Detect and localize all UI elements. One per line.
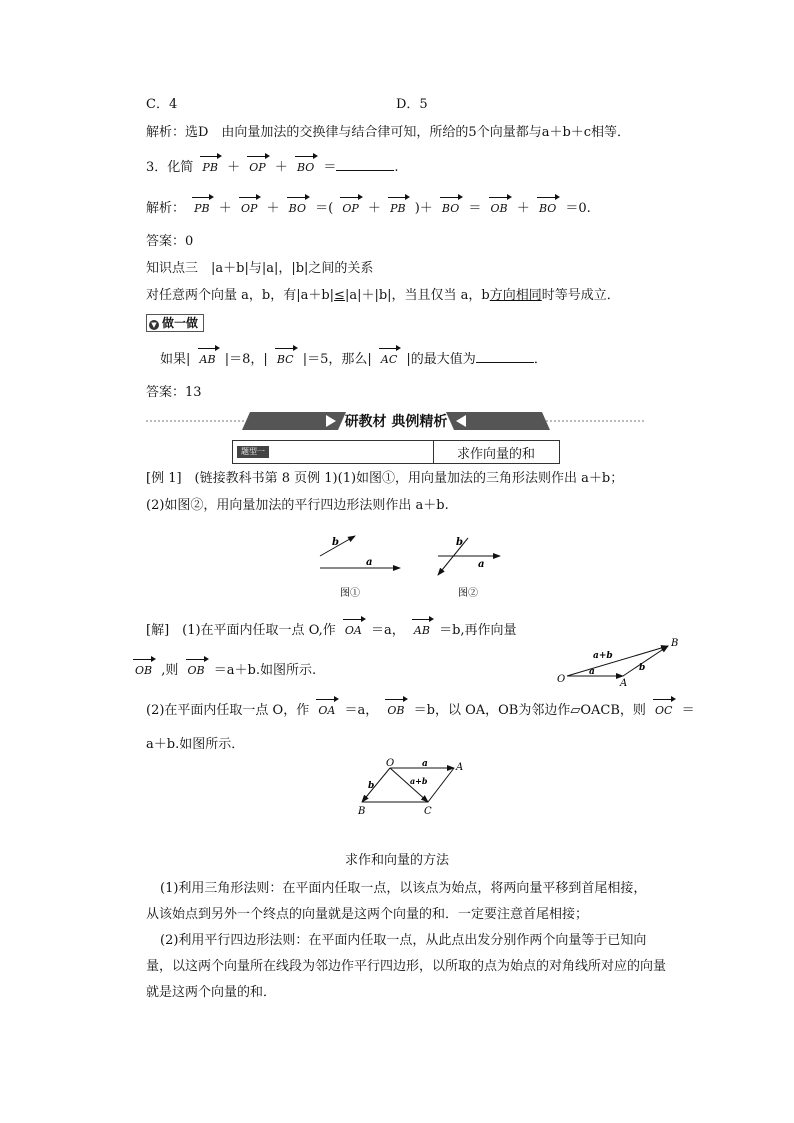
point-b: B bbox=[671, 638, 679, 649]
do-it-tag bbox=[146, 314, 204, 333]
topic-box bbox=[232, 440, 560, 464]
solution-2-line1 bbox=[146, 702, 695, 720]
vector-pb: PB bbox=[388, 200, 408, 218]
sol3-eq-a: ＝a， bbox=[344, 703, 379, 718]
equals: ＝ bbox=[468, 201, 482, 216]
plus: ＋ bbox=[266, 201, 280, 216]
label-b: b bbox=[332, 537, 339, 548]
vector-op: OP bbox=[247, 159, 267, 177]
do-it-label: 做一做 bbox=[162, 316, 199, 330]
vector-ab-line bbox=[623, 646, 668, 676]
analysis-3 bbox=[146, 200, 591, 218]
method-2-line1: (2)利用平行四边形法则：在平面内任取一点，从此点出发分别作两个向量等于已知向 bbox=[160, 933, 647, 948]
parallelogram-figure bbox=[350, 758, 470, 820]
label-a-plus-b: a+b bbox=[410, 776, 428, 786]
answer-blank bbox=[476, 350, 534, 363]
rule-mid: |a|＋|b|，当且仅当 a，b bbox=[344, 288, 490, 303]
q-mid2: |＝5，那么| bbox=[302, 352, 372, 367]
point-o: O bbox=[386, 758, 395, 769]
knowledge-point-3: 知识点三 |a＋b|与|a|，|b|之间的关系 bbox=[146, 261, 374, 276]
example-1-line2: (2)如图②，用向量加法的平行四边形法则作出 a＋b. bbox=[146, 498, 449, 513]
rule-line bbox=[146, 287, 620, 305]
solution-1-line1 bbox=[146, 622, 517, 640]
vector-oa: OA bbox=[316, 702, 337, 720]
vector-oa: OA bbox=[343, 622, 364, 640]
sol-eq-b: ＝b,再作向量 bbox=[439, 623, 517, 638]
vector-ob-line bbox=[567, 646, 668, 676]
example-1-line1: [例 1] (链接教科书第 8 页例 1)(1)如图①，用向量加法的三角形法则作出 a＋b； bbox=[146, 471, 624, 486]
equals: ＝ bbox=[681, 703, 695, 718]
label-b: b bbox=[639, 663, 646, 673]
figures-1-2 bbox=[300, 528, 520, 600]
rule-same-direction: 方向相同 bbox=[489, 288, 542, 303]
plus: ＋ bbox=[516, 201, 530, 216]
analysis-label: 解析： bbox=[146, 201, 186, 216]
label-a: a bbox=[366, 557, 373, 568]
banner-title: 研教材 典例精析 bbox=[344, 414, 448, 430]
label-b: b bbox=[456, 537, 463, 548]
method-1-line1: (1)利用三角形法则：在平面内任取一点，以该点为始点，将两向量平移到首尾相接， bbox=[160, 881, 647, 896]
plus: ＋ bbox=[218, 201, 232, 216]
vector-pb: PB bbox=[200, 159, 220, 177]
method-2-line2: 量，以这两个向量所在线段为邻边作平行四边形，以所取的点为始点的对角线所对应的向量 bbox=[146, 959, 667, 974]
label-a-plus-b: a+b bbox=[593, 651, 613, 661]
plus: ＋ bbox=[367, 201, 381, 216]
vector-bc: BC bbox=[275, 351, 296, 369]
solution-1-line2 bbox=[130, 662, 316, 680]
vector-op: OP bbox=[239, 200, 259, 218]
vector-ob: OB bbox=[186, 662, 207, 680]
topic-title: 求作向量的和 bbox=[456, 447, 535, 462]
vector-ab: AB bbox=[198, 351, 218, 369]
answer-13: 答案：13 bbox=[146, 385, 202, 400]
period: . bbox=[394, 160, 399, 175]
analysis-1: 解析：选D 由向量加法的交换律与结合律可知，所给的5个向量都与a＋b＋c相等． bbox=[146, 125, 631, 140]
solution-2-line2: a＋b.如图所示． bbox=[146, 737, 245, 752]
option-c: C．4 bbox=[146, 97, 178, 112]
method-2-line3: 就是这两个向量的和． bbox=[146, 985, 277, 1000]
topic-tag: 题型一 bbox=[237, 446, 269, 458]
point-a: A bbox=[456, 762, 464, 773]
side-ac bbox=[428, 768, 454, 802]
vector-ac: AC bbox=[379, 351, 399, 369]
answer-blank bbox=[336, 158, 394, 171]
q-pre: 如果| bbox=[160, 352, 191, 367]
vector-oc: OC bbox=[653, 702, 674, 720]
question-3 bbox=[146, 158, 399, 177]
answer-0: 答案：0 bbox=[146, 234, 194, 249]
equals-zero: ＝0. bbox=[565, 201, 591, 216]
sol-then: ,则 bbox=[161, 663, 179, 678]
vector-bo: BO bbox=[440, 200, 461, 218]
sol3-mid: ＝b，以 OA，OB为邻边作▱OACB，则 bbox=[413, 703, 646, 718]
vector-op: OP bbox=[340, 200, 360, 218]
label-a: a bbox=[589, 667, 595, 677]
q3-prefix: 3．化简 bbox=[146, 160, 194, 175]
vector-bo: BO bbox=[537, 200, 558, 218]
sol3-pre: (2)在平面内任取一点 O，作 bbox=[146, 703, 310, 718]
label-b: b bbox=[368, 781, 375, 791]
equals: ＝ bbox=[323, 160, 337, 175]
chevron-down-icon: ▼ bbox=[149, 320, 159, 330]
point-a: A bbox=[620, 678, 628, 688]
section-banner bbox=[146, 408, 646, 434]
vector-bo: BO bbox=[295, 159, 316, 177]
period: ． bbox=[533, 352, 547, 367]
vector-ob: OB bbox=[489, 200, 510, 218]
point-b: B bbox=[358, 806, 366, 817]
q-end: |的最大值为 bbox=[406, 352, 476, 367]
vector-bo: BO bbox=[287, 200, 308, 218]
figure-1-caption: 图① bbox=[340, 588, 360, 599]
vector-ab: AB bbox=[412, 622, 432, 640]
vector-pb: PB bbox=[192, 200, 212, 218]
option-d: D．5 bbox=[396, 97, 428, 112]
method-1-line2: 从该始点到另外一个终点的向量就是这两个向量的和．一定要注意首尾相接； bbox=[146, 907, 589, 922]
sol-end: ＝a＋b.如图所示. bbox=[213, 663, 317, 678]
equals-paren: ＝( bbox=[315, 201, 334, 216]
rule-pre: 对任意两个向量 a，b，有|a＋b| bbox=[146, 288, 335, 303]
do-it-badge bbox=[146, 314, 204, 332]
vector-ob-line bbox=[362, 768, 390, 802]
label-a: a bbox=[422, 759, 428, 769]
plus: ＋ bbox=[274, 160, 288, 175]
vector-ob: OB bbox=[385, 702, 406, 720]
point-o: O bbox=[557, 674, 566, 685]
label-a: a bbox=[478, 559, 485, 570]
plus: ＋ bbox=[227, 160, 241, 175]
q-mid1: |＝8，| bbox=[224, 352, 268, 367]
rule-le: ≤ bbox=[334, 288, 345, 303]
exercise-line bbox=[160, 350, 547, 369]
figure-2-caption: 图② bbox=[458, 588, 478, 599]
close-paren: )＋ bbox=[414, 201, 433, 216]
method-title: 求作和向量的方法 bbox=[344, 853, 449, 868]
triangle-figure bbox=[555, 636, 685, 688]
sol-eq-a: ＝a， bbox=[370, 623, 405, 638]
point-c: C bbox=[424, 806, 432, 817]
vector-ob: OB bbox=[133, 662, 154, 680]
rule-end: 时等号成立． bbox=[541, 288, 620, 303]
sol-pre: [解] (1)在平面内任取一点 O,作 bbox=[146, 623, 336, 638]
